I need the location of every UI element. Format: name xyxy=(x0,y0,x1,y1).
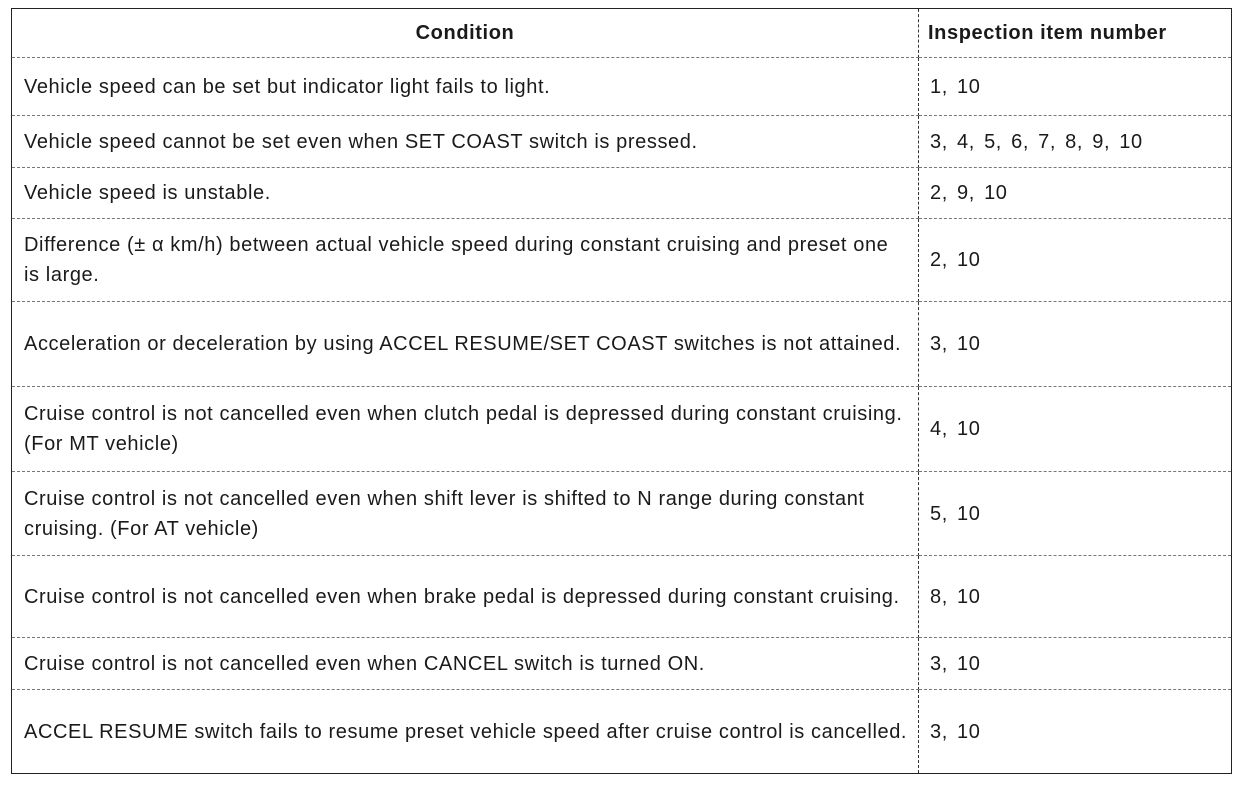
condition-cell: Difference (± α km/h) between actual vehicle speed during constant cruising and preset one is large. xyxy=(12,219,919,302)
condition-cell: Cruise control is not cancelled even when shift lever is shifted to N range during constant cruising. (For AT vehicle) xyxy=(12,472,919,556)
condition-cell: Cruise control is not cancelled even when CANCEL switch is turned ON. xyxy=(12,638,919,690)
inspection-items-cell: 2, 9, 10 xyxy=(919,168,1232,219)
condition-cell: ACCEL RESUME switch fails to resume preset vehicle speed after cruise control is cancelled. xyxy=(12,690,919,774)
inspection-items-cell: 3, 10 xyxy=(919,638,1232,690)
table-row xyxy=(12,556,1232,638)
troubleshooting-table xyxy=(11,8,1232,774)
inspection-items-cell: 5, 10 xyxy=(919,472,1232,556)
condition-cell: Vehicle speed is unstable. xyxy=(12,168,919,219)
table-row xyxy=(12,168,1232,219)
table-row xyxy=(12,219,1232,302)
condition-cell: Vehicle speed cannot be set even when SET COAST switch is pressed. xyxy=(12,116,919,168)
inspection-items-cell: 8, 10 xyxy=(919,556,1232,638)
table-row xyxy=(12,387,1232,472)
inspection-items-cell: 2, 10 xyxy=(919,219,1232,302)
inspection-item-column-header: Inspection item number xyxy=(919,9,1232,58)
table-row xyxy=(12,690,1232,774)
table-row xyxy=(12,116,1232,168)
inspection-items-cell: 3, 10 xyxy=(919,302,1232,387)
inspection-items-cell: 4, 10 xyxy=(919,387,1232,472)
inspection-items-cell: 3, 10 xyxy=(930,720,981,743)
condition-cell: Cruise control is not cancelled even when brake pedal is depressed during constant cruising. xyxy=(12,556,919,638)
condition-cell: Cruise control is not cancelled even when clutch pedal is depressed during constant cruising. (For MT vehicle) xyxy=(12,387,919,472)
table-header-row xyxy=(12,9,1232,58)
inspection-items-cell: 3, 4, 5, 6, 7, 8, 9, 10 xyxy=(919,116,1232,168)
inspection-items-cell: 1, 10 xyxy=(919,58,1232,116)
table-row xyxy=(12,58,1232,116)
table-row xyxy=(12,638,1232,690)
condition-cell: Acceleration or deceleration by using ACCEL RESUME/SET COAST switches is not attained. xyxy=(12,302,919,387)
table-row xyxy=(12,472,1232,556)
condition-cell: Vehicle speed can be set but indicator light fails to light. xyxy=(12,58,919,116)
condition-column-header: Condition xyxy=(12,9,919,58)
table-row xyxy=(12,302,1232,387)
